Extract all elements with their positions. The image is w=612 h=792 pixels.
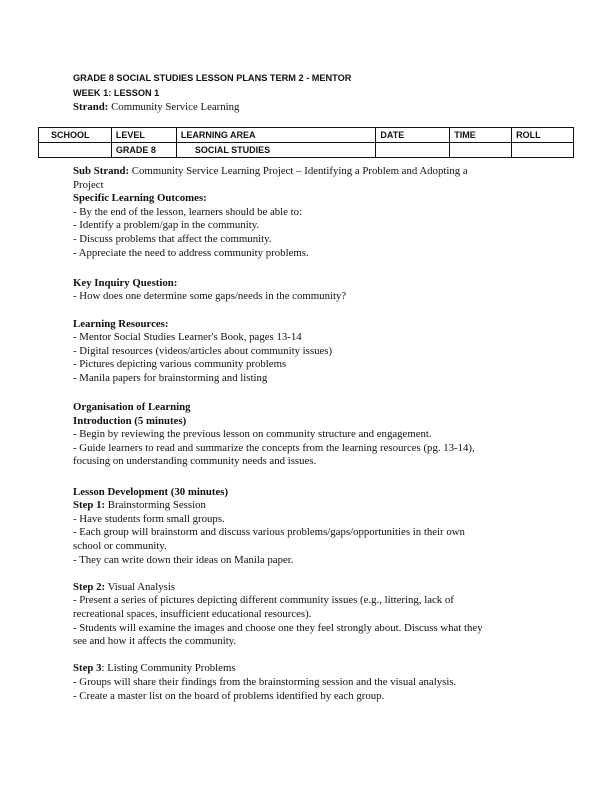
header-level: LEVEL (111, 128, 176, 143)
resource-line: - Manila papers for brainstorming and listing (73, 371, 268, 384)
step-line: school or community. (73, 540, 167, 553)
header-time: TIME (450, 128, 512, 143)
introduction-line: - Begin by reviewing the previous lesson on community structure and engagement. (73, 428, 432, 441)
resource-line: - Digital resources (videos/articles about community issues) (73, 344, 333, 357)
step-label: Step 3 (73, 662, 102, 675)
step-line: see and how it affects the community. (73, 635, 237, 648)
introduction-line: focusing on understanding community needs and issues. (73, 455, 317, 468)
step-title: Visual Analysis (105, 580, 176, 593)
cell-learning-area: SOCIAL STUDIES (176, 143, 376, 158)
header-school: SCHOOL (39, 128, 112, 143)
outcome-line: - Appreciate the need to address community problems. (73, 246, 309, 259)
header-learning-area: LEARNING AREA (176, 128, 376, 143)
development-heading: Lesson Development (30 minutes) (73, 485, 229, 498)
sub-strand-label: Sub Strand: (73, 165, 130, 177)
resources-heading: Learning Resources: (73, 317, 169, 330)
cell-time (450, 143, 512, 158)
step-title: : Listing Community Problems (101, 662, 236, 675)
step-line: - Students will examine the images and choose one they feel strongly about. Discuss what they (73, 621, 483, 634)
week-lesson: WEEK 1: LESSON 1 (73, 88, 160, 98)
step-line: - Present a series of pictures depicting different community issues (e.g., littering, lack of (73, 594, 454, 607)
step-line: - Each group will brainstorm and discuss various problems/gaps/opportunities in their own (73, 526, 465, 539)
lesson-body (73, 165, 543, 703)
cell-date (376, 143, 450, 158)
step-2-title (73, 581, 543, 595)
inquiry-heading: Key Inquiry Question: (73, 276, 178, 289)
inquiry-line: - How does one determine some gaps/needs in the community? (73, 290, 347, 303)
step-line: - Have students form small groups. (73, 512, 225, 525)
strand (73, 101, 239, 113)
strand-value: Community Service Learning (108, 101, 240, 113)
step-title: Brainstorming Session (105, 499, 206, 512)
header-roll: ROLL (512, 128, 574, 143)
strand-label: Strand: (73, 101, 109, 113)
sub-strand-value: Community Service Learning Project – Identifying a Problem and Adopting a (129, 165, 468, 177)
resource-line: - Mentor Social Studies Learner's Book, pages 13-14 (73, 331, 302, 344)
organisation-heading: Organisation of Learning (73, 401, 191, 414)
cell-roll (512, 143, 574, 158)
introduction-line: - Guide learners to read and summarize the concepts from the learning resources (pg. 13-14), (73, 441, 475, 454)
outcome-line: - By the end of the lesson, learners should be able to: (73, 205, 303, 218)
table-row (39, 143, 574, 158)
resource-line: - Pictures depicting various community problems (73, 358, 287, 371)
introduction-heading: Introduction (5 minutes) (73, 414, 187, 427)
step-line: recreational spaces, insufficient educational resources). (73, 608, 312, 620)
step-line: - Create a master list on the board of problems identified by each group. (73, 689, 385, 702)
sub-strand (73, 165, 543, 179)
lesson-info-table (38, 127, 574, 158)
outcome-line: - Discuss problems that affect the community. (73, 232, 272, 245)
step-1-title (73, 499, 543, 513)
step-line: - Groups will share their findings from the brainstorming session and the visual analysis. (73, 675, 457, 688)
step-label: Step 2: (73, 580, 106, 593)
table-header-row (39, 128, 574, 143)
outcome-line: - Identify a problem/gap in the community. (73, 219, 260, 232)
cell-level: GRADE 8 (111, 143, 176, 158)
header-date: DATE (376, 128, 450, 143)
sub-strand-continued: Project (73, 178, 104, 191)
step-line: - They can write down their ideas on Manila paper. (73, 553, 294, 566)
step-label: Step 1: (73, 499, 106, 512)
document-title: GRADE 8 SOCIAL STUDIES LESSON PLANS TERM 2 - MENTOR (73, 73, 352, 83)
cell-school (39, 143, 112, 158)
outcomes-heading: Specific Learning Outcomes: (73, 192, 207, 205)
step-3-title (73, 662, 543, 676)
